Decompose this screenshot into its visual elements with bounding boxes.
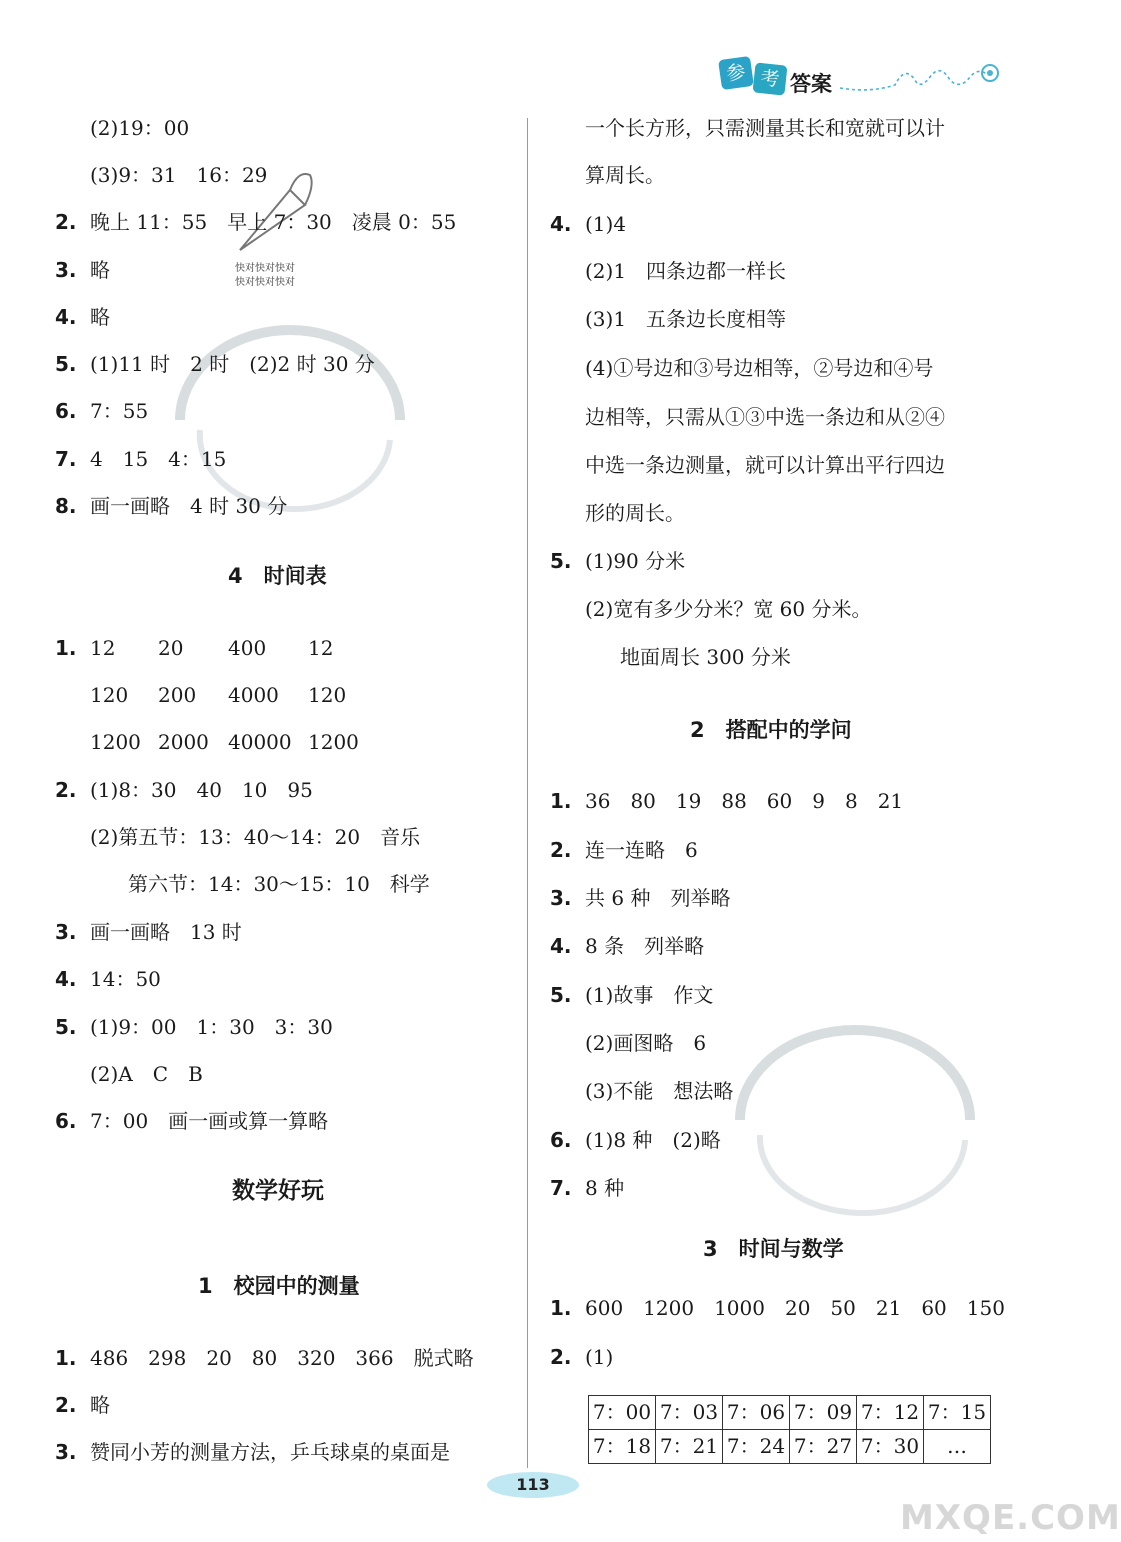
- question-number: 6.: [55, 399, 77, 423]
- answer-line: (1)4: [585, 212, 627, 236]
- answer-line: (1)11 时 2 时 (2)2 时 30 分: [90, 352, 375, 376]
- question-number: 4.: [550, 212, 572, 236]
- answer-line: 连一连略 6: [585, 838, 698, 862]
- table-row: [589, 1396, 991, 1430]
- table-value: 1200: [90, 730, 141, 754]
- question-number: 2.: [55, 778, 77, 802]
- answer-line: (1)9：00 1：30 3：30: [90, 1015, 333, 1039]
- answer-line: (4)①号边和③号边相等，②号边和④号: [585, 356, 934, 380]
- answer-line: 14：50: [90, 967, 161, 991]
- answer-line: (2)1 四条边都一样长: [585, 259, 787, 283]
- answer-line: 边相等，只需从①③中选一条边和从②④: [585, 405, 945, 429]
- answer-line: 形的周长。: [585, 501, 685, 525]
- column-divider: [527, 118, 528, 1468]
- answer-line: (1): [585, 1345, 614, 1369]
- table-value: 40000: [228, 730, 292, 754]
- section-heading: 数学好玩: [232, 1178, 324, 1204]
- site-watermark: MXQE.COM: [900, 1498, 1121, 1538]
- table-value: 12: [308, 636, 334, 660]
- header-badge-can: 参: [718, 56, 754, 90]
- answer-line: 算周长。: [585, 163, 665, 187]
- table-cell: 7：24: [723, 1430, 790, 1464]
- question-number: 7.: [55, 447, 77, 471]
- answer-line: 赞同小芳的测量方法，乒乓球桌的桌面是: [90, 1440, 450, 1464]
- question-number: 2.: [550, 838, 572, 862]
- table-cell: 7：03: [656, 1396, 723, 1430]
- table-value: 4000: [228, 683, 279, 707]
- answer-line: 中选一条边测量，就可以计算出平行四边: [585, 453, 945, 477]
- question-number: 4.: [55, 305, 77, 329]
- answer-line: (2)宽有多少分米？宽 60 分米。: [585, 597, 872, 621]
- question-number: 3.: [55, 258, 77, 282]
- question-number: 4.: [55, 967, 77, 991]
- table-value: 12: [90, 636, 116, 660]
- question-number: 3.: [55, 920, 77, 944]
- answer-line: 一个长方形，只需测量其长和宽就可以计: [585, 116, 945, 140]
- answer-line: (1)8 种 (2)略: [585, 1128, 721, 1152]
- table-value: 400: [228, 636, 267, 660]
- answer-line: 486 298 20 80 320 366 脱式略: [90, 1346, 474, 1370]
- table-value: 120: [90, 683, 129, 707]
- answer-line: 第六节：14：30～15：10 科学: [128, 872, 430, 896]
- stamp-caption-1: 快对快对快对: [235, 263, 295, 274]
- answer-line: (2)第五节：13：40～14：20 音乐: [90, 825, 421, 849]
- table-value: 2000: [158, 730, 209, 754]
- table-value: 20: [158, 636, 184, 660]
- time-table: [588, 1395, 991, 1464]
- table-cell: 7：15: [924, 1396, 991, 1430]
- table-row: [589, 1430, 991, 1464]
- question-number: 3.: [55, 1440, 77, 1464]
- answer-line: 略: [90, 258, 110, 282]
- question-number: 1.: [55, 636, 77, 660]
- header-badge-kao: 考: [753, 62, 788, 95]
- answer-line: 7：55: [90, 399, 149, 423]
- section-heading: 4 时间表: [228, 564, 327, 588]
- table-cell: 7：30: [857, 1430, 924, 1464]
- question-number: 1.: [55, 1346, 77, 1370]
- answer-line: (2)A C B: [90, 1062, 203, 1086]
- watermark-stamp-right-icon: [720, 1000, 990, 1200]
- question-number: 5.: [550, 983, 572, 1007]
- table-cell: 7：21: [656, 1430, 723, 1464]
- page-number: 113: [516, 1475, 550, 1494]
- question-number: 8.: [55, 494, 77, 518]
- answer-line: 略: [90, 305, 110, 329]
- answer-line: 7：00 画一画或算一算略: [90, 1109, 329, 1133]
- answer-line: (3)不能 想法略: [585, 1079, 734, 1103]
- question-number: 2.: [55, 210, 77, 234]
- answer-line: 36 80 19 88 60 9 8 21: [585, 789, 904, 813]
- answer-line: 4 15 4：15: [90, 447, 227, 471]
- question-number: 6.: [55, 1109, 77, 1133]
- answer-line: (1)90 分米: [585, 549, 686, 573]
- question-number: 5.: [550, 549, 572, 573]
- question-number: 1.: [550, 789, 572, 813]
- question-number: 3.: [550, 886, 572, 910]
- section-heading: 2 搭配中的学问: [690, 718, 852, 742]
- header-title: 答案: [790, 72, 832, 96]
- question-number: 6.: [550, 1128, 572, 1152]
- question-number: 5.: [55, 352, 77, 376]
- answer-line: (1)8：30 40 10 95: [90, 778, 313, 802]
- answer-line: 晚上 11：55 早上 7：30 凌晨 0：55: [90, 210, 457, 234]
- answer-line: (2)画图略 6: [585, 1031, 707, 1055]
- table-cell: 7：09: [790, 1396, 857, 1430]
- answer-line: (1)故事 作文: [585, 983, 714, 1007]
- table-value: 120: [308, 683, 347, 707]
- table-cell: …: [924, 1430, 991, 1464]
- table-cell: 7：27: [790, 1430, 857, 1464]
- answer-line: 地面周长 300 分米: [620, 645, 791, 669]
- question-number: 5.: [55, 1015, 77, 1039]
- header-flourish-icon: [840, 55, 1015, 95]
- answer-line: 8 条 列举略: [585, 934, 705, 958]
- question-number: 4.: [550, 934, 572, 958]
- question-number: 2.: [550, 1345, 572, 1369]
- table-cell: 7：06: [723, 1396, 790, 1430]
- table-cell: 7：00: [589, 1396, 656, 1430]
- table-value: 1200: [308, 730, 359, 754]
- answer-line: 共 6 种 列举略: [585, 886, 731, 910]
- question-number: 7.: [550, 1176, 572, 1200]
- answer-line: 600 1200 1000 20 50 21 60 150: [585, 1296, 1005, 1320]
- section-heading: 3 时间与数学: [703, 1237, 844, 1261]
- question-number: 1.: [550, 1296, 572, 1320]
- answer-line: 画一画略 13 时: [90, 920, 242, 944]
- section-heading: 1 校园中的测量: [198, 1274, 360, 1298]
- table-cell: 7：12: [857, 1396, 924, 1430]
- answer-line: 略: [90, 1393, 110, 1417]
- question-number: 2.: [55, 1393, 77, 1417]
- answer-line: 画一画略 4 时 30 分: [90, 494, 288, 518]
- answer-line: (3)9：31 16：29: [90, 163, 268, 187]
- answer-line: (3)1 五条边长度相等: [585, 307, 787, 331]
- table-value: 200: [158, 683, 197, 707]
- table-cell: 7：18: [589, 1430, 656, 1464]
- answer-line: (2)19：00: [90, 116, 190, 140]
- stamp-caption-2: 快对快对快对: [235, 277, 295, 288]
- answer-line: 8 种: [585, 1176, 625, 1200]
